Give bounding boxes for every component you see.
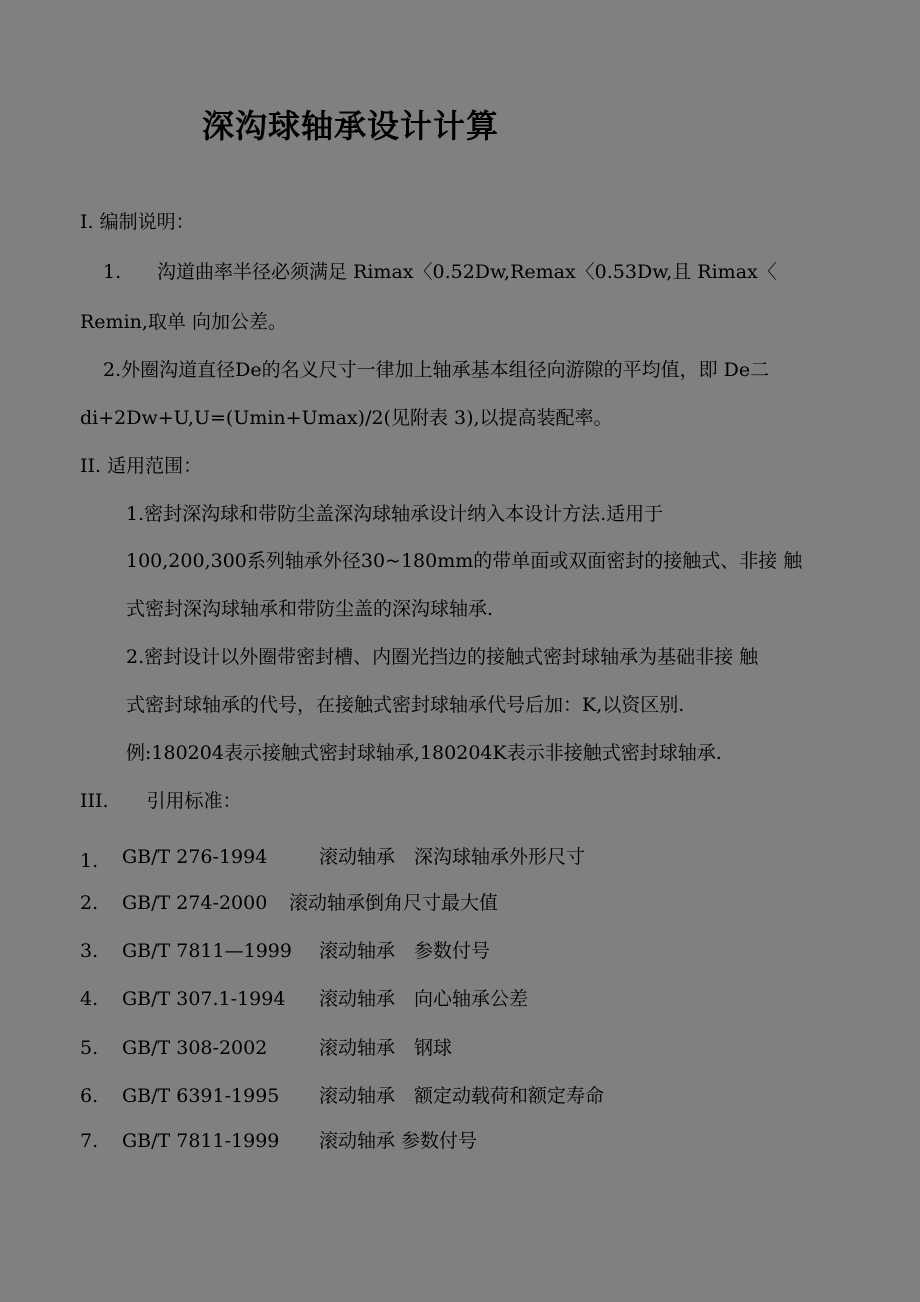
standard-description: 滚动轴承 参数付号 bbox=[319, 1130, 478, 1152]
standard-description: 滚动轴承倒角尺寸最大值 bbox=[289, 892, 499, 914]
section-2-heading: II. 适用范围： bbox=[80, 455, 203, 477]
section-2-item-2-line-2: 式密封球轴承的代号，在接触式密封球轴承代号后加：K,以资区别. bbox=[126, 694, 685, 716]
standard-description: 滚动轴承 额定动载荷和额定寿命 bbox=[319, 1085, 605, 1107]
standard-code: GB/T 308-2002 bbox=[122, 1037, 268, 1059]
section-2-example: 例:180204表示接触式密封球轴承,180204K表示非接触式密封球轴承. bbox=[126, 742, 722, 764]
standard-number: 3. bbox=[80, 940, 99, 962]
section-1-item-2-line-1: 2.外圈沟道直径De的名义尺寸一律加上轴承基本组径向游隙的平均值，即 De二 bbox=[103, 359, 770, 381]
standard-description: 滚动轴承 钢球 bbox=[319, 1037, 453, 1059]
section-1-item-2-line-2: di+2Dw+U,U=(Umin+Umax)/2(见附表 3),以提高装配率。 bbox=[80, 407, 613, 429]
standard-code: GB/T 7811—1999 bbox=[122, 940, 292, 962]
standard-code: GB/T 307.1-1994 bbox=[122, 988, 286, 1010]
standard-number: 5. bbox=[80, 1037, 99, 1059]
standard-description: 滚动轴承 参数付号 bbox=[319, 940, 491, 962]
standard-number: 7. bbox=[80, 1130, 99, 1152]
standard-code: GB/T 7811-1999 bbox=[122, 1130, 280, 1152]
section-2-item-1-line-1: 1.密封深沟球和带防尘盖深沟球轴承设计纳入本设计方法.适用于 bbox=[126, 503, 664, 525]
section-1-heading: I. 编制说明： bbox=[80, 211, 195, 233]
section-1-item-1-line-1: 沟道曲率半径必须满足 Rimax〈0.52Dw,Remax〈0.53Dw,且 Rimax〈 bbox=[157, 261, 777, 283]
section-1-item-1-number: 1. bbox=[103, 261, 122, 283]
standard-number: 6. bbox=[80, 1085, 99, 1107]
document-title: 深沟球轴承设计计算 bbox=[202, 107, 500, 145]
standard-code: GB/T 274-2000 bbox=[122, 892, 268, 914]
standard-description: 滚动轴承 深沟球轴承外形尺寸 bbox=[319, 846, 586, 868]
section-1-item-1-line-2: Remin,取单 向加公差。 bbox=[80, 311, 287, 333]
section-2-item-1-line-2: 100,200,300系列轴承外径30~180mm的带单面或双面密封的接触式、非接 触 bbox=[126, 550, 803, 572]
standard-code: GB/T 6391-1995 bbox=[122, 1085, 280, 1107]
standard-code: GB/T 276-1994 bbox=[122, 846, 268, 868]
section-3-heading: III. 引用标准： bbox=[80, 790, 242, 812]
section-2-item-2-line-1: 2.密封设计以外圈带密封槽、内圈光挡边的接触式密封球轴承为基础非接 触 bbox=[126, 646, 759, 668]
standard-description: 滚动轴承 向心轴承公差 bbox=[319, 988, 529, 1010]
standard-number: 1. bbox=[80, 850, 99, 872]
standard-number: 2. bbox=[80, 892, 99, 914]
section-2-item-1-line-3: 式密封深沟球轴承和带防尘盖的深沟球轴承. bbox=[126, 598, 494, 620]
standard-number: 4. bbox=[80, 988, 99, 1010]
